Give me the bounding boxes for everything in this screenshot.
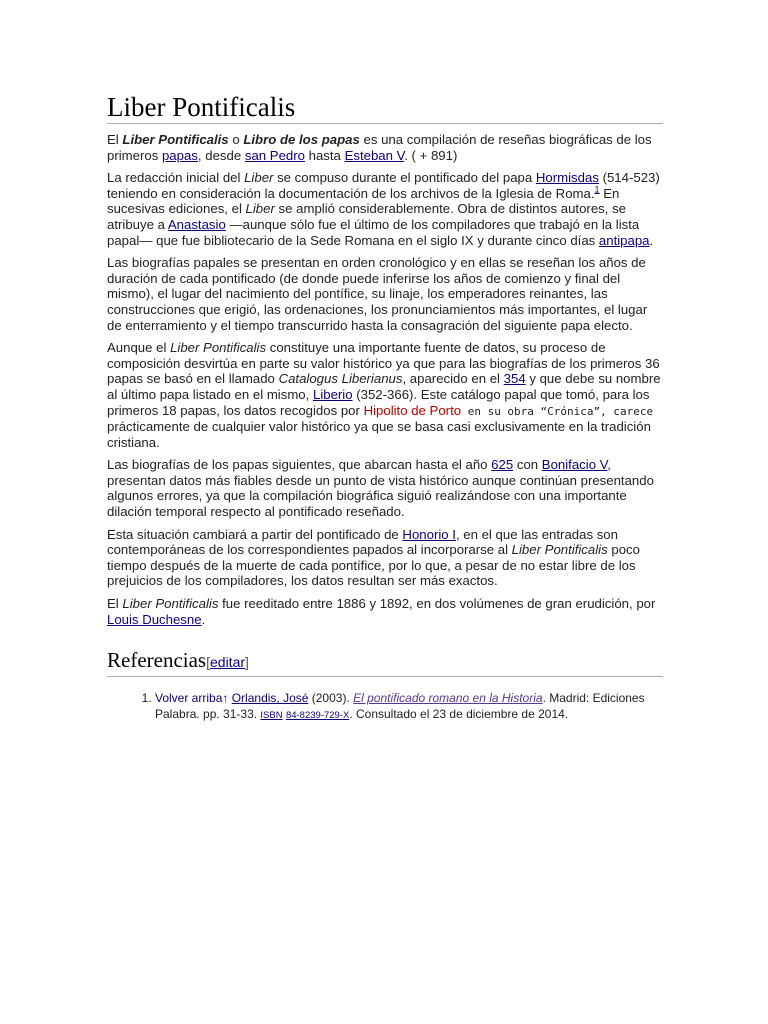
- text: prácticamente de cualquier valor histórico ya que se basa casi exclusivamente en la tradición cristiana.: [107, 419, 651, 450]
- link-san-pedro[interactable]: san Pedro: [244, 147, 305, 163]
- text: hasta: [304, 147, 345, 163]
- isbn-link[interactable]: 84-8239-729-X: [285, 709, 350, 721]
- text: Esta situación cambiará a partir del pontificado de: [107, 526, 403, 542]
- text: se compuso durante el pontificado del papa: [273, 170, 536, 186]
- reference-item: [155, 691, 663, 723]
- text: (2003).: [308, 691, 354, 706]
- text: Las biografías papales se presentan en orden cronológico y en ellas se reseñan los años de duración de cada pontificado (de donde puede inferirse los años de comienzo y final del mismo), el lugar del nacimiento del pontífice, su linaje, los emperadores reinantes, las construcciones que erigió, las ordenaciones, los pronunciamientos más importantes, el lugar de enterramiento y el tiempo transcurrido hasta la consagración del siguiente papa electo.: [107, 255, 648, 333]
- italic-term: Liber Pontificalis: [511, 542, 608, 558]
- back-link[interactable]: Volver arriba↑: [155, 691, 229, 706]
- text: en su obra “Crónica”, carece: [461, 404, 654, 418]
- link-hipolito-de-porto[interactable]: Hipolito de Porto: [363, 402, 462, 418]
- page-title: Liber Pontificalis: [107, 92, 663, 124]
- paragraph-aunque: [107, 340, 663, 450]
- link-esteban-v[interactable]: Esteban V: [344, 147, 405, 163]
- author-link[interactable]: Orlandis, José: [231, 691, 309, 706]
- text: La redacción inicial del: [107, 170, 245, 186]
- text: (352-366). Este catálogo papal que tomó, para los primeros 18 papas, los datos recogidos por: [107, 386, 650, 418]
- link-louis-duchesne[interactable]: Louis Duchesne: [107, 611, 202, 627]
- isbn-label-link[interactable]: ISBN: [260, 709, 283, 721]
- paragraph-siguientes: [107, 457, 663, 519]
- text: En sucesivas ediciones, el: [107, 185, 620, 217]
- text: Las biografías de los papas siguientes, que abarcan hasta el año: [107, 457, 492, 473]
- paragraph-reeditado: [107, 596, 663, 627]
- paragraph-honorio: [107, 527, 663, 589]
- text: o: [228, 132, 244, 147]
- text: El: [107, 596, 123, 612]
- text: fue reeditado entre 1886 y 1892, en dos volúmenes de gran erudición, por: [218, 596, 656, 612]
- link-antipapa[interactable]: antipapa: [598, 232, 650, 248]
- italic-term: Liber: [244, 170, 274, 186]
- text: , aparecido en el: [402, 371, 504, 387]
- text: con: [513, 457, 542, 473]
- footnote-ref[interactable]: 1: [594, 184, 600, 195]
- references-list: [107, 691, 663, 723]
- text: . Consultado el 23 de diciembre de 2014.: [349, 706, 569, 721]
- text: El: [107, 132, 123, 147]
- edit-link[interactable]: editar: [210, 654, 246, 671]
- text: , en el que las entradas son contemporáneas de los correspondientes papados al incorporarse al: [107, 526, 618, 558]
- italic-term: Catalogus Liberianus: [278, 371, 403, 387]
- text: es una compilación de reseñas biográficas de los primeros: [107, 132, 652, 163]
- text: .: [201, 611, 206, 627]
- work-title: El pontificado romano en la Historia: [353, 691, 543, 706]
- link-354[interactable]: 354: [503, 371, 526, 387]
- text: poco tiempo después de la muerte de cada pontífice, por lo que, a pesar de no estar libre de los prejuicios de los compiladores, los datos resultan ser más exactos.: [107, 542, 640, 589]
- link-papas[interactable]: papas: [161, 147, 198, 163]
- text: —aunque sólo fue el último de los compiladores que trabajó en la lista papal— que fue bibliotecario de la Sede Romana en el siglo IX y durante cinco días: [107, 216, 640, 248]
- text: . ( + 891): [404, 147, 458, 163]
- link-liberio[interactable]: Liberio: [312, 386, 353, 402]
- link-bonifacio-v[interactable]: Bonifacio V: [541, 457, 608, 473]
- link-625[interactable]: 625: [491, 457, 514, 473]
- text: (514-523) teniendo en consideración la documentación de los archivos de la Iglesia de Roma.: [107, 170, 660, 201]
- edit-section: [206, 654, 249, 670]
- work-link[interactable]: [353, 691, 542, 705]
- link-anastasio[interactable]: Anastasio: [167, 216, 226, 232]
- text: Aunque el: [107, 340, 171, 356]
- text: y que debe su nombre al último papa listado en el mismo,: [107, 371, 661, 402]
- article: [107, 92, 663, 723]
- section-title: Referencias: [107, 648, 207, 673]
- italic-term: Liber: [245, 201, 275, 217]
- text: se amplió considerablemente. Obra de distintos autores, se atribuye a: [107, 201, 626, 232]
- paragraph-biografias: [107, 255, 663, 333]
- link-hormisdas[interactable]: Hormisdas: [535, 170, 599, 186]
- italic-term: Liber Pontificalis: [170, 340, 267, 356]
- text: , desde: [197, 147, 245, 163]
- bracket: ]: [245, 654, 249, 671]
- link-honorio-i[interactable]: Honorio I: [402, 526, 456, 542]
- section-heading-referencias: [107, 647, 663, 677]
- bold-term: Libro de los papas: [243, 132, 360, 147]
- paragraph-redaccion: [107, 170, 663, 248]
- paragraph-intro: [107, 132, 663, 163]
- text: .: [649, 232, 654, 248]
- bold-term: Liber Pontificalis: [122, 132, 229, 147]
- bracket: [: [206, 654, 210, 671]
- text: . Madrid: Ediciones Palabra. pp. 31-33.: [155, 691, 645, 721]
- text: constituye una importante fuente de datos, su proceso de composición desvirtúa en parte su valor histórico ya que para las biografías de los primeros 36 papas se basó en el llamado: [107, 340, 660, 387]
- italic-term: Liber Pontificalis: [122, 596, 219, 612]
- text: , presentan datos más fiables desde un punto de vista histórico aunque continúan presentando algunos errores, ya que la compilación biográfica siguió realizándose con una importante dilación temporal respecto al pontificado reseñado.: [107, 457, 654, 520]
